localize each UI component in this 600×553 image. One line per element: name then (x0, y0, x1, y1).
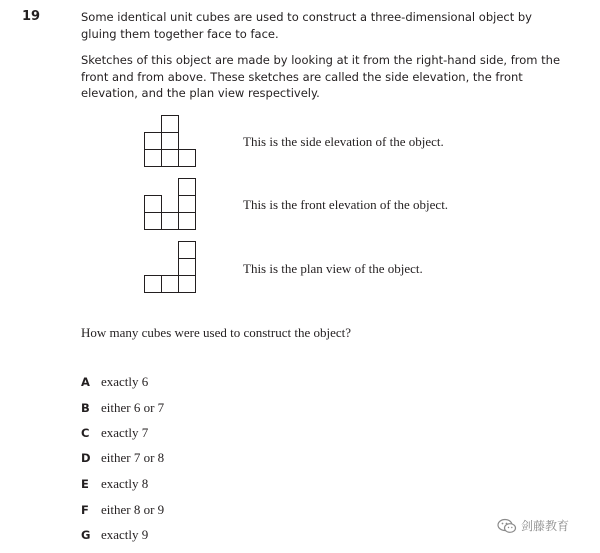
option-text: either 6 or 7 (101, 400, 165, 415)
option-letter: D (81, 451, 91, 465)
option-letter: F (81, 503, 89, 517)
watermark (497, 517, 569, 534)
option-text: exactly 6 (101, 374, 149, 389)
front-elevation-label: This is the front elevation of the object. (243, 197, 449, 212)
option-text: either 8 or 9 (101, 502, 165, 517)
option-text: either 7 or 8 (101, 450, 165, 465)
question-number: 19 (22, 9, 41, 24)
front-elevation-figure (143, 178, 199, 232)
plan-view-figure (143, 241, 199, 295)
question-intro: Some identical unit cubes are used to construct a three-dimensional object by gluing them together face to face. (81, 10, 532, 41)
option-letter: C (81, 426, 90, 440)
option-text: exactly 7 (101, 425, 149, 440)
option-text: exactly 8 (101, 476, 149, 491)
option-letter: B (81, 401, 90, 415)
question-prompt: How many cubes were used to construct the object? (81, 325, 352, 340)
option-letter: E (81, 477, 89, 491)
watermark-text: 剑藤教育 (521, 519, 570, 533)
question-description: Sketches of this object are made by looking at it from the right-hand side, from the front and from above. These sketches are called the side elevation, the front elevation, and the plan view respectively. (81, 53, 561, 100)
side-elevation-label: This is the side elevation of the object. (243, 134, 444, 149)
option-letter: A (81, 375, 90, 389)
plan-view-label: This is the plan view of the object. (243, 261, 423, 276)
option-letter: G (81, 528, 91, 542)
wechat-icon (497, 518, 517, 534)
option-text: exactly 9 (101, 527, 149, 542)
side-elevation-figure (143, 115, 199, 169)
